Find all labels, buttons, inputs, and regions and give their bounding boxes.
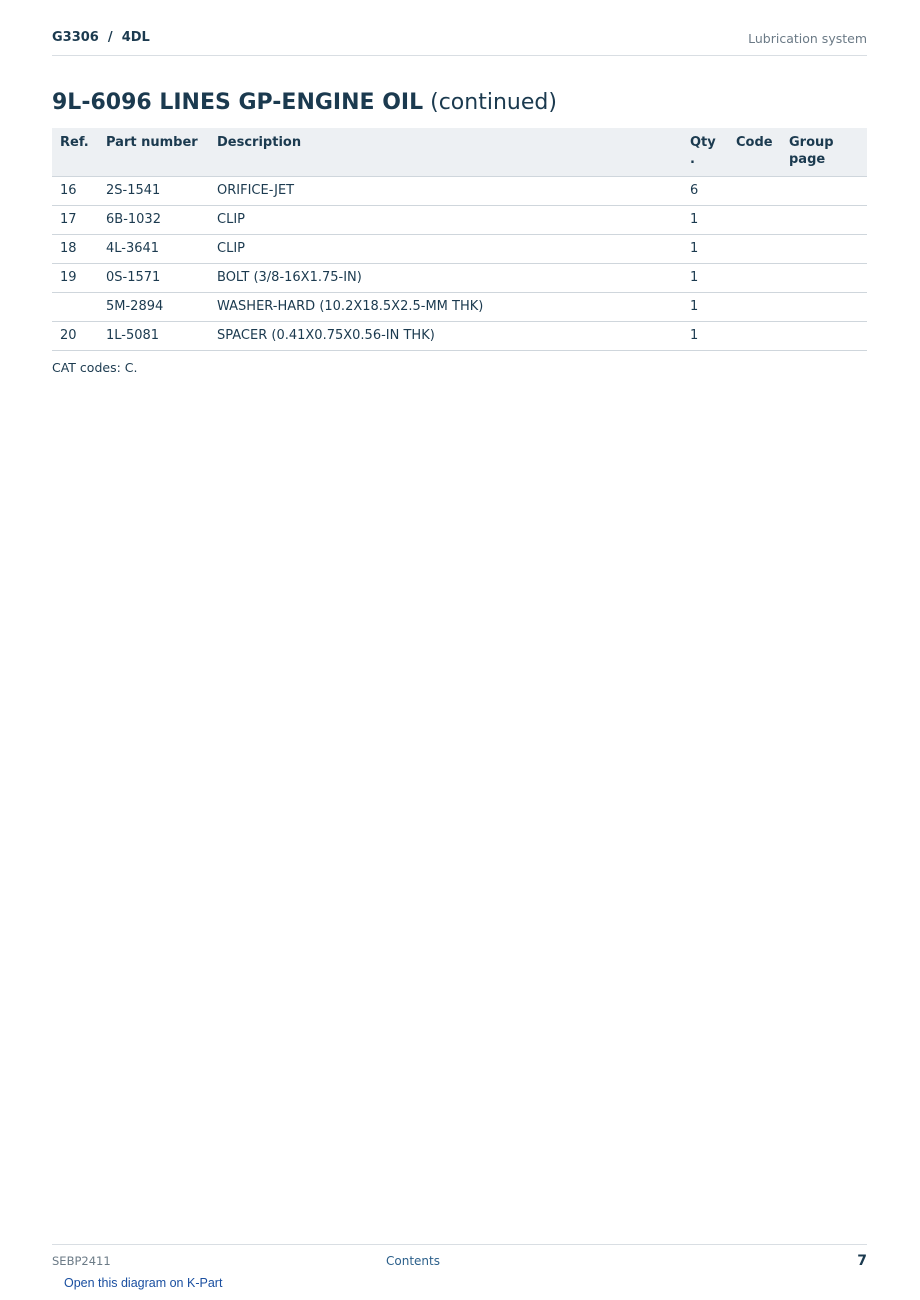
contents-link[interactable]: Contents [386, 1254, 440, 1268]
cell-group-page [781, 235, 867, 264]
column-header-group-page: Group page [781, 128, 867, 177]
table-row [52, 264, 867, 293]
model-breadcrumb: G3306 / 4DL [52, 30, 150, 45]
cat-codes-note: CAT codes: C. [52, 360, 138, 375]
cell-group-page [781, 293, 867, 322]
table-row [52, 322, 867, 351]
cell-description: CLIP [209, 206, 682, 235]
cell-part-number: 6B-1032 [98, 206, 209, 235]
cell-description: SPACER (0.41X0.75X0.56-IN THK) [209, 322, 682, 351]
cell-code [728, 322, 781, 351]
column-header-part-number: Part number [98, 128, 209, 177]
column-header-ref: Ref. [52, 128, 98, 177]
cell-part-number: 5M-2894 [98, 293, 209, 322]
column-header-code: Code [728, 128, 781, 177]
cell-ref: 18 [52, 235, 98, 264]
cell-description: WASHER-HARD (10.2X18.5X2.5-MM THK) [209, 293, 682, 322]
document-id: SEBP2411 [52, 1254, 111, 1268]
kpart-diagram-link[interactable]: Open this diagram on K-Part [64, 1276, 223, 1290]
table-row [52, 293, 867, 322]
cell-description: ORIFICE-JET [209, 177, 682, 206]
cell-part-number: 0S-1571 [98, 264, 209, 293]
cell-group-page [781, 264, 867, 293]
cell-group-page [781, 206, 867, 235]
cell-description: CLIP [209, 235, 682, 264]
title-suffix: (continued) [430, 90, 557, 115]
column-header-qty: Qty . [682, 128, 728, 177]
table-row [52, 235, 867, 264]
cell-ref [52, 293, 98, 322]
cell-ref: 17 [52, 206, 98, 235]
cell-ref: 16 [52, 177, 98, 206]
cell-qty: 1 [682, 235, 728, 264]
cell-code [728, 264, 781, 293]
cell-ref: 19 [52, 264, 98, 293]
cell-part-number: 1L-5081 [98, 322, 209, 351]
cell-qty: 1 [682, 322, 728, 351]
page-header [52, 28, 867, 56]
cell-code [728, 206, 781, 235]
cell-ref: 20 [52, 322, 98, 351]
cell-part-number: 2S-1541 [98, 177, 209, 206]
table-row [52, 177, 867, 206]
page-title [52, 90, 557, 115]
cell-code [728, 293, 781, 322]
cell-code [728, 235, 781, 264]
table-header-row [52, 128, 867, 177]
cell-qty: 1 [682, 264, 728, 293]
cell-group-page [781, 322, 867, 351]
parts-table [52, 128, 867, 351]
cell-description: BOLT (3/8-16X1.75-IN) [209, 264, 682, 293]
assembly-title: 9L-6096 LINES GP-ENGINE OIL [52, 90, 424, 115]
cell-qty: 1 [682, 293, 728, 322]
column-header-description: Description [209, 128, 682, 177]
page-number: 7 [857, 1253, 867, 1269]
cell-code [728, 177, 781, 206]
table-row [52, 206, 867, 235]
cell-group-page [781, 177, 867, 206]
cell-part-number: 4L-3641 [98, 235, 209, 264]
cell-qty: 1 [682, 206, 728, 235]
cell-qty: 6 [682, 177, 728, 206]
section-name: Lubrication system [748, 31, 867, 46]
